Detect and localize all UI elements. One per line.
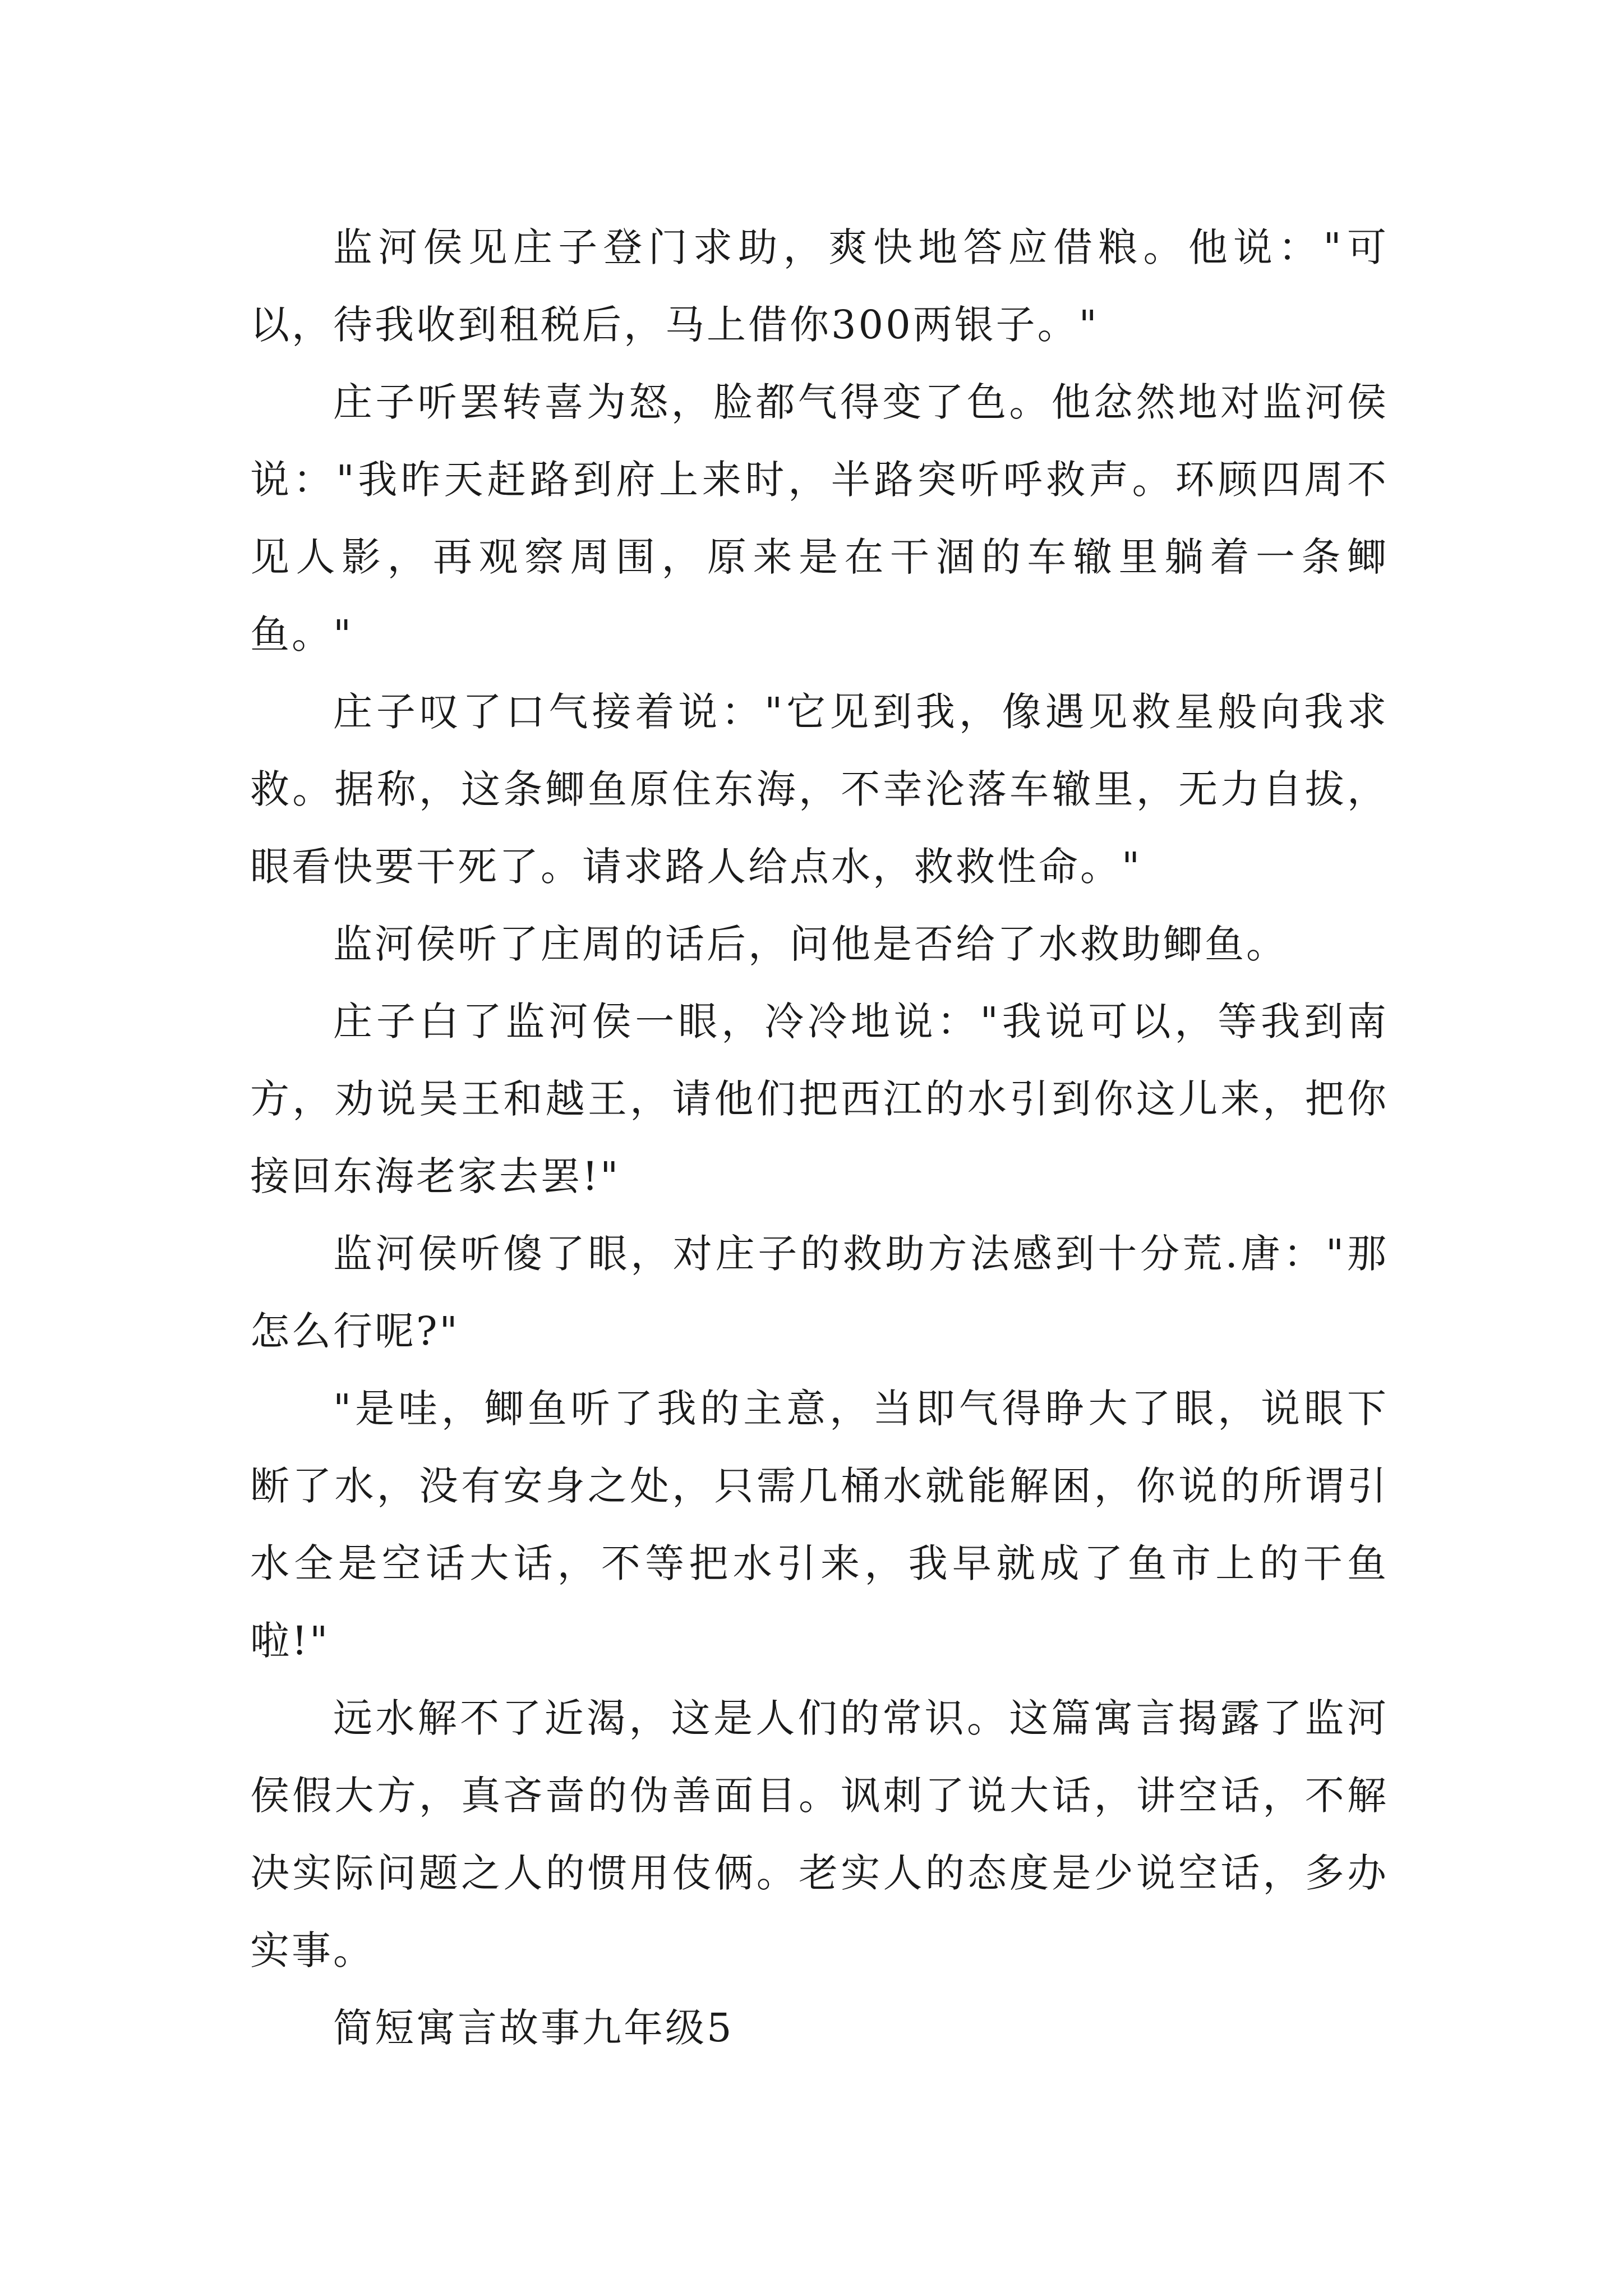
paragraph: 监河侯听了庄周的话后，问他是否给了水救助鲫鱼。 [333,921,1288,967]
paragraph: 远水解不了近渴，这是人们的常识。这篇寓言揭露了监河侯假大方，真吝啬的伪善面目。讽刺了说大话，讲空话，不解决实际问题之人的惯用伎俩。老实人的态度是少说空话，多办实事。 [250,1695,1389,1973]
section-heading: 简短寓言故事九年级5 [333,2005,734,2051]
paragraph: 监河侯见庄子登门求助，爽快地答应借粮。他说："可以，待我收到租税后，马上借你300两银子。" [250,224,1389,348]
paragraph: 庄子听罢转喜为怒，脸都气得变了色。他忿然地对监河侯说："我昨天赶路到府上来时，半路突听呼救声。环顾四周不见人影，再观察周围，原来是在干涸的车辙里躺着一条鲫鱼。" [250,379,1389,657]
paragraph: 庄子白了监河侯一眼，冷冷地说："我说可以，等我到南方，劝说吴王和越王，请他们把西江的水引到你这儿来，把你接回东海老家去罢!" [250,999,1389,1199]
paragraph: 监河侯听傻了眼，对庄子的救助方法感到十分荒.唐："那怎么行呢?" [250,1231,1389,1354]
paragraph: 庄子叹了口气接着说："它见到我，像遇见救星般向我求救。据称，这条鲫鱼原住东海，不幸沦落车辙里，无力自拔，眼看快要干死了。请求路人给点水，救救性命。" [250,689,1389,890]
paragraph: "是哇，鲫鱼听了我的主意，当即气得睁大了眼，说眼下断了水，没有安身之处，只需几桶水就能解困，你说的所谓引水全是空话大话，不等把水引来，我早就成了鱼市上的干鱼啦!" [250,1386,1389,1664]
document-body [250,209,1389,2067]
